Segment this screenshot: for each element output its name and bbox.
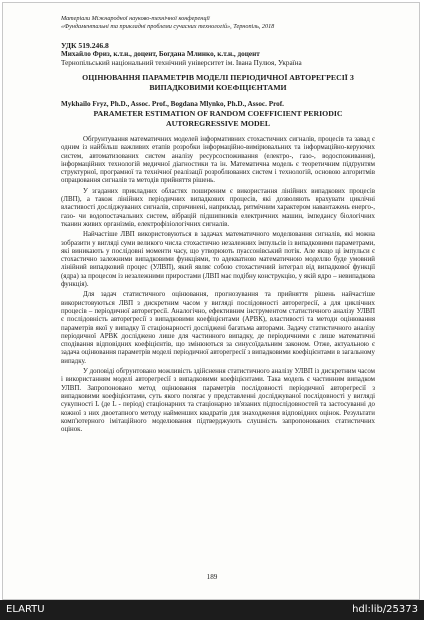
paragraph-3: Найчастіше ЛВП використовуються в задачах математичного моделювання сигналів, які можна зобразити у вигляді суми великого числа стохастично незалежних імпульсів із випадковими параметрами, які виникають у послідовні моменти часу, що утворюють пуассонівський потік. Але якщо ці імпульси є стохастично залежними випадковими функціями, то адекватною математичною моделлю буде умовний лінійний випадковий процес (УЛВП), який являє собою стохастичний інтеграл від випадкової функції (ядра) за процесом із незалежними приростами (ЛВП має подібну конструкцію, у якій ядро – невипадкова функція). bbox=[61, 231, 375, 289]
paragraph-5: У доповіді обгрунтовано можливість здійснення статистичного аналізу УЛВП із дискретним часом і використанням моделі авторегресії з випадковими коефіцієнтами. Така модель є частинним випадком УЛВП. Запропоновано метод оцінювання параметрів послідовності періодичної авторегресії з випадковими коефіцієнтами, суть якого полягає у представленні досліджуваної послідовності у вигляді сукупності L (де L - період) стаціонарних та стаціонарно зв'язаних підпослідовностей та застосуванні до кожної з них двоетапного методу найменших квадратів для знаходження відповідних оцінок. Результати комп'ютерного імітаційного моделювання підтверджують слушність запропонованих статистичних оцінок. bbox=[61, 368, 375, 434]
authors-english: Mykhailo Fryz, Ph.D., Assoc. Prof., Bogdana Mlynko, Ph.D., Assoc. Prof. bbox=[61, 100, 284, 108]
conference-header-line2: «Фундаментальні та прикладні проблеми сучасних технологій», Тернопіль, 2018 bbox=[61, 23, 275, 30]
page-number: 189 bbox=[206, 573, 218, 581]
footer-bar bbox=[0, 600, 424, 620]
footer-repository-name: ELARTU bbox=[6, 604, 45, 615]
title-english: PARAMETER ESTIMATION OF RANDOM COEFFICIENT PERIODIC AUTOREGRESSIVE MODEL bbox=[93, 109, 343, 128]
title-ukrainian: ОЦІНЮВАННЯ ПАРАМЕТРІВ МОДЕЛІ ПЕРІОДИЧНОЇ АВТОРЕГРЕСІЇ З ВИПАДКОВИМИ КОЕФІЦІЄНТАМИ bbox=[82, 73, 354, 92]
udc-code: УДК 519.246.8 bbox=[61, 41, 109, 50]
authors-ukrainian: Михайло Фриз, к.т.н., доцент, Богдана Млинко, к.т.н., доцент bbox=[61, 50, 260, 58]
paragraph-1: Обгрунтування математичних моделей інформативних стохастичних сигналів, процесів та завад є одним із найбільш важливих етапів розробки інформаційно-вимірювальних та інформаційно-керуючих систем, автоматизованих систем аналізу ресурсоспоживання (електро-, газо-, водоспоживання), інформаційних технологій медичної діагностики та ін. Математична модель є теоретичним підґрунтям структурної, програмної та технічної реалізації розроблюваних систем і технологій, основою алгоритмів опрацювання сигналів та методів прийняття рішень. bbox=[61, 136, 375, 185]
document-page bbox=[2, 2, 420, 600]
page-content bbox=[61, 15, 375, 436]
conference-header-line1: Матеріали Міжнародної науково-технічної конференції bbox=[61, 15, 210, 22]
paragraph-2: У згаданих прикладних областях поширеним є використання лінійних випадкових процесів (ЛВП), а також лінійних періодичних випадкових процесів, які дозволяють врахувати циклічні властивості досліджуваних сигналів, спричинені, наприклад, ритмічним характером навантажень енерго-, газо- чи водопостачальних систем, вібрацій підшипників електричних машин, імпедансу біологічних тканин живих організмів, електрофізіологічних сигналів. bbox=[61, 187, 375, 228]
paragraph-4: Для задач статистичного оцінювання, прогнозування та прийняття рішень найчастіше використовуються ЛВП з дискретним часом у вигляді послідовності авторегресії, а для циклічних процесів – періодичної авторегресії. Аналогічно, ефективним інструментом статистичного аналізу УЛВП є послідовність авторегресії з випадковими коефіцієнтами (АРВК), властивості та методи оцінювання параметрів якої у випадку її стаціонарності досліджені багатьма авторами. Задачу статистичного аналізу періодичної АРВК досліджено лише для частинного випадку, де періодичними є лише математичні сподівання відповідних коефіцієнтів, що змінюються за синусоїдальним законом. Отже, актуальною є задача оцінювання параметрів моделі періодичної авторегресії з випадковими коефіцієнтами в загальному випадку. bbox=[61, 291, 375, 365]
affiliation: Тернопільський національний технічний університет ім. Івана Пулюя, Україна bbox=[61, 59, 302, 67]
footer-handle-id: hdl:lib/25373 bbox=[352, 604, 418, 615]
